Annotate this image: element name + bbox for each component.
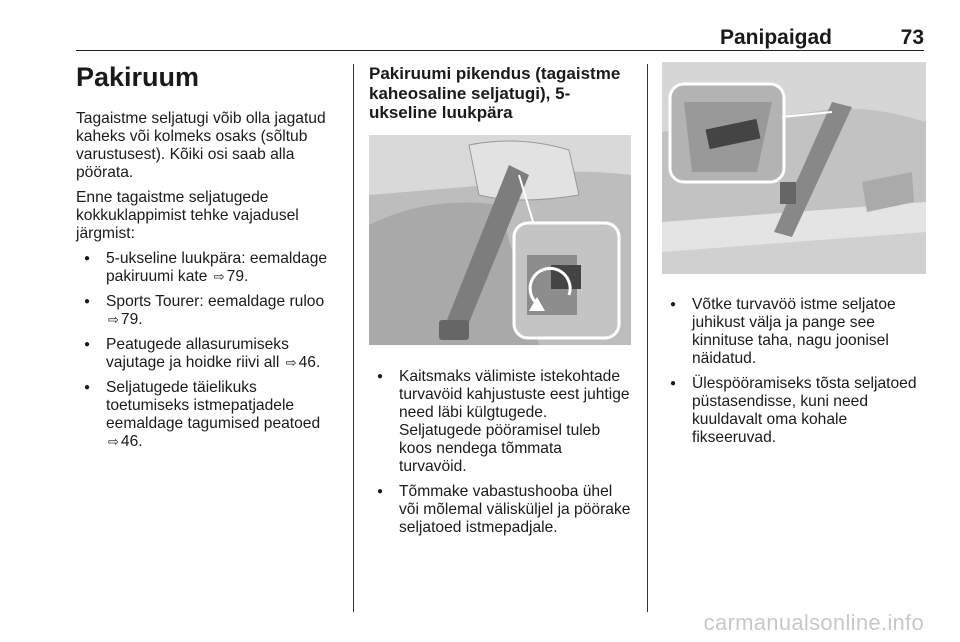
watermark: carmanualsonline.info [703,610,924,635]
column-right [662,62,926,454]
column-divider [353,64,354,612]
list-item: ● Kaitsmaks välimiste istekohtade turvavöid kahjustuste eest juhtige need läbi külgtugede. Seljatugede pööramisel tuleb koos nendega tõmmata turvavöid. [369,368,633,476]
section-title: Panipaigad [719,26,832,49]
reference-arrow-icon: ⇨ [108,434,119,449]
page-reference[interactable]: 79. [120,311,143,328]
page-reference[interactable]: 46. [298,354,321,371]
list-item: ● Ülespööramiseks tõsta seljatoed püstasendisse, kuni need kuuldavalt oma kohale fikseeruvad. [662,375,926,447]
heading-pakiruum: Pakiruum [76,62,200,92]
belt-list [369,368,633,537]
intro-paragraph: Tagaistme seljatugi võib olla jagatud kaheks või kolmeks osaks (sõltub varustusest). Kõiki osi saab alla pöörata. [76,110,326,181]
reference-arrow-icon: ⇨ [213,269,225,284]
list-item: ● Võtke turvavöö istme seljatoe juhikust välja ja pange see kinnituse taha, nagu joonisel näidatud. [662,296,926,368]
column-divider [647,64,648,612]
page-number: 73 [900,26,924,49]
list-item: ● Seljatugede täielikuks toetumiseks istmepatjadele eemaldage tagumised peatoed ⇨ 46. [76,379,338,451]
belt-holder-illustration [662,62,926,274]
column-middle [369,62,633,544]
list-item: ● Sports Tourer: eemaldage ruloo ⇨ 79. [76,293,338,329]
intro-paragraph-2: Enne tagaistme seljatugede kokkuklappimist tehke vajadusel järgmist: [76,189,299,242]
holder-list [662,296,926,447]
page-reference[interactable]: 46. [120,433,143,450]
reference-arrow-icon: ⇨ [108,312,119,327]
page-reference[interactable]: 79. [226,268,249,285]
figure-belt-guide [369,135,633,350]
figure-belt-holder [662,62,926,279]
page-header [76,0,924,51]
list-item: ● Tõmmake vabastushooba ühel või mõlemal välisküljel ja pöörake seljatoed istmepadjale. [369,483,633,537]
prep-list [76,250,338,451]
column-left [76,62,338,458]
heading-load-extension: Pakiruumi pikendus (tagaistme kaheosaline seljatugi), 5-ukseline luukpära [369,64,621,122]
reference-arrow-icon: ⇨ [285,355,297,370]
list-item: ● Peatugede allasurumiseks vajutage ja hoidke riivi all ⇨ 46. [76,336,338,372]
seat-belt-guide-illustration [369,135,631,345]
list-item: ● 5-ukseline luukpära: eemaldage pakiruumi kate ⇨ 79. [76,250,338,286]
